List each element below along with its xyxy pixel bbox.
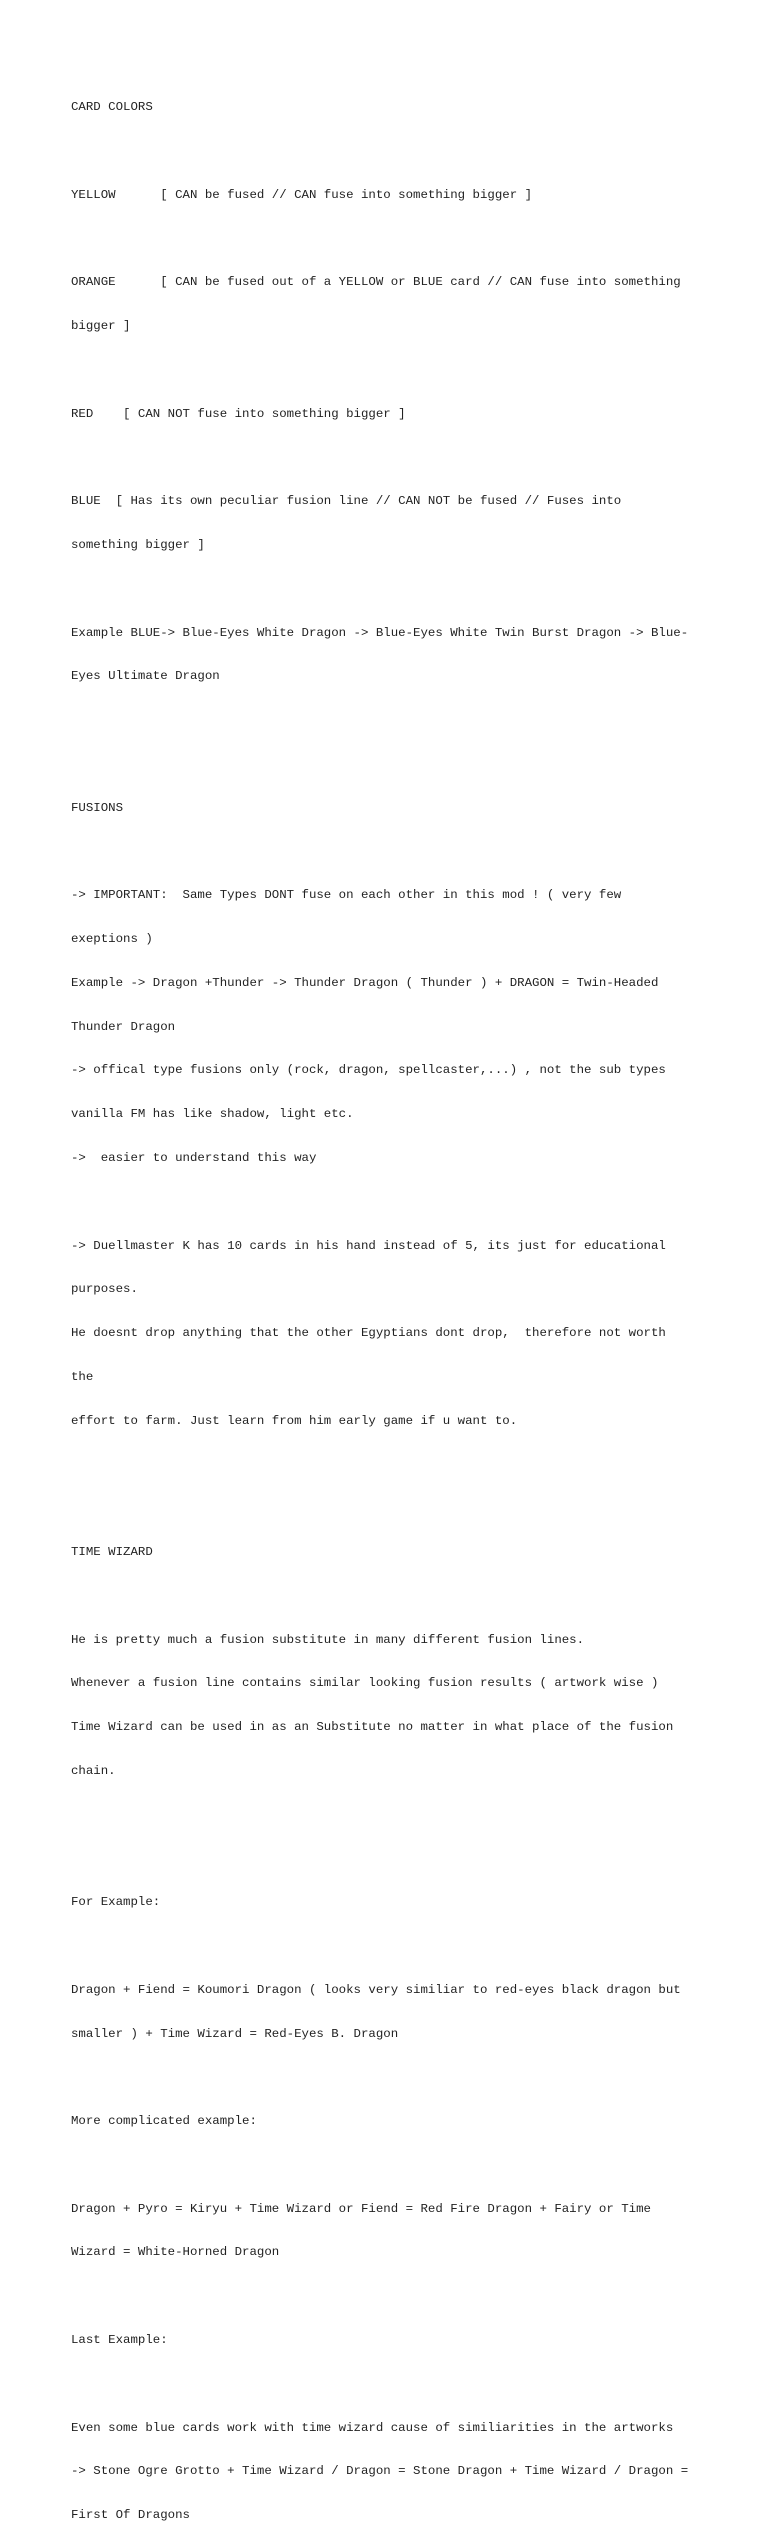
- subheading-for-example: For Example:: [71, 1895, 161, 1910]
- text-line: Dragon + Fiend = Koumori Dragon ( looks very similiar to red-eyes black dragon but: [71, 1982, 681, 1997]
- text-line: -> easier to understand this way: [71, 1150, 317, 1165]
- blank-line: [71, 2289, 711, 2304]
- text-line: purposes.: [71, 1282, 138, 1297]
- blank-line: [71, 1589, 711, 1604]
- blank-line: [71, 450, 711, 465]
- text-line: -> offical type fusions only (rock, dragon, spellcaster,...) , not the sub types: [71, 1063, 666, 1078]
- text-line: smaller ) + Time Wizard = Red-Eyes B. Dragon: [71, 2026, 399, 2041]
- blank-line: [71, 1851, 711, 1866]
- blank-line: [71, 1501, 711, 1516]
- heading-fusions: FUSIONS: [71, 800, 124, 815]
- text-line: Dragon + Pyro = Kiryu + Time Wizard or Fiend = Red Fire Dragon + Fairy or Time: [71, 2201, 651, 2216]
- heading-time-wizard: TIME WIZARD: [71, 1544, 153, 1559]
- blank-line: [71, 844, 711, 859]
- text-line: the: [71, 1369, 94, 1384]
- text-line: Eyes Ultimate Dragon: [71, 669, 220, 684]
- text-line: Even some blue cards work with time wizard cause of similiarities in the artworks: [71, 2420, 674, 2435]
- blank-line: [71, 363, 711, 378]
- text-line: RED [ CAN NOT fuse into something bigger ]: [71, 406, 406, 421]
- text-line: ORANGE [ CAN be fused out of a YELLOW or BLUE card // CAN fuse into something: [71, 275, 681, 290]
- text-line: First Of Dragons: [71, 2508, 190, 2523]
- blank-line: [71, 2158, 711, 2173]
- blank-line: [71, 757, 711, 772]
- heading-card-colors: CARD COLORS: [71, 100, 153, 115]
- text-line: Example -> Dragon +Thunder -> Thunder Dragon ( Thunder ) + DRAGON = Twin-Headed: [71, 975, 659, 990]
- text-line: Time Wizard can be used in as an Substitute no matter in what place of the fusion: [71, 1720, 674, 1735]
- text-line: YELLOW [ CAN be fused // CAN fuse into something bigger ]: [71, 187, 533, 202]
- document-body: [71, 71, 711, 2537]
- subheading-last-example: Last Example:: [71, 2333, 168, 2348]
- text-line: -> Stone Ogre Grotto + Time Wizard / Dragon = Stone Dragon + Time Wizard / Dragon =: [71, 2464, 689, 2479]
- text-line: exeptions ): [71, 932, 153, 947]
- blank-line: [71, 1808, 711, 1823]
- subheading-complicated-example: More complicated example:: [71, 2114, 257, 2129]
- text-line: something bigger ]: [71, 538, 205, 552]
- text-line: He is pretty much a fusion substitute in many different fusion lines.: [71, 1632, 585, 1647]
- text-line: -> IMPORTANT: Same Types DONT fuse on each other in this mod ! ( very few: [71, 888, 622, 903]
- blank-line: [71, 1939, 711, 1954]
- blank-line: [71, 713, 711, 728]
- blank-line: [71, 144, 711, 159]
- blank-line: [71, 2070, 711, 2085]
- blank-line: [71, 1195, 711, 1210]
- blank-line: [71, 2377, 711, 2392]
- blank-line: [71, 582, 711, 597]
- text-line: bigger ]: [71, 319, 131, 334]
- text-line: Thunder Dragon: [71, 1019, 176, 1034]
- blank-line: [71, 232, 711, 247]
- text-line: chain.: [71, 1763, 116, 1778]
- text-line: He doesnt drop anything that the other Egyptians dont drop, therefore not worth: [71, 1326, 666, 1341]
- text-line: effort to farm. Just learn from him early game if u want to.: [71, 1413, 518, 1428]
- text-line: Wizard = White-Horned Dragon: [71, 2245, 280, 2260]
- text-line: vanilla FM has like shadow, light etc.: [71, 1107, 354, 1122]
- text-line: Example BLUE-> Blue-Eyes White Dragon -> Blue-Eyes White Twin Burst Dragon -> Blue-: [71, 625, 689, 640]
- text-line: Whenever a fusion line contains similar looking fusion results ( artwork wise ): [71, 1676, 659, 1691]
- blank-line: [71, 1457, 711, 1472]
- text-line: -> Duellmaster K has 10 cards in his hand instead of 5, its just for educational: [71, 1238, 666, 1253]
- text-line: BLUE [ Has its own peculiar fusion line // CAN NOT be fused // Fuses into: [71, 494, 622, 509]
